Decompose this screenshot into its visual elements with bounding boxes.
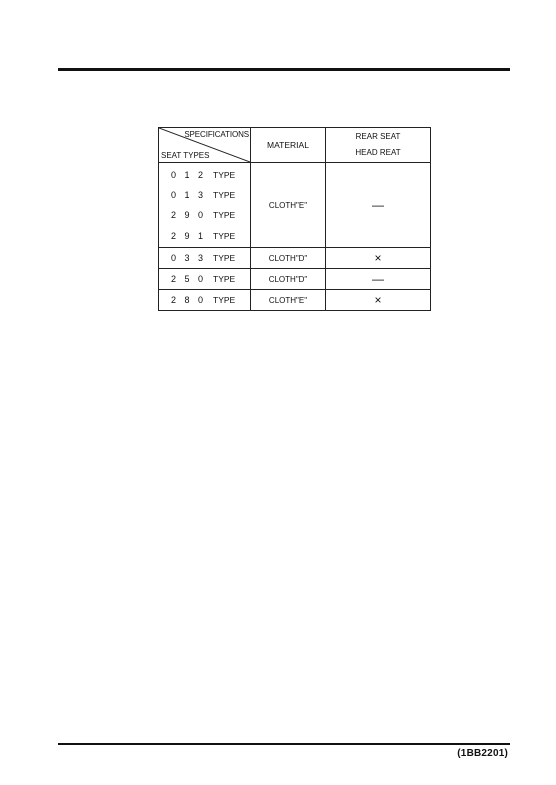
seat-type-cell (159, 205, 251, 225)
specifications-label: SPECIFICATIONS (184, 130, 249, 139)
seat-type-cell (159, 225, 251, 248)
rear-seat-label: REAR SEAT (355, 132, 401, 141)
seat-type-cell (159, 185, 251, 205)
seat-type-label: TYPE (213, 295, 236, 305)
seat-type-cell (159, 290, 251, 311)
seat-type-label: TYPE (213, 231, 236, 241)
material-header: MATERIAL (251, 128, 326, 163)
material-cell: CLOTH"D" (251, 269, 326, 290)
bottom-rule (58, 743, 510, 745)
material-cell: CLOTH"E" (251, 163, 326, 248)
rear-head-rest-cell: × (326, 248, 431, 269)
head-rest-label: HEAD REAT (355, 148, 401, 157)
material-cell: CLOTH"D" (251, 248, 326, 269)
seat-type-label: TYPE (213, 253, 236, 263)
material-cell: CLOTH"E" (251, 290, 326, 311)
diagonal-header-cell (159, 128, 251, 163)
seat-number: 0 3 3 (171, 253, 207, 263)
table-row (159, 269, 431, 290)
seat-types-label: SEAT TYPES (161, 151, 210, 160)
document-code: (1BB2201) (457, 748, 508, 759)
seat-spec-table (158, 127, 431, 311)
rear-head-rest-cell: × (326, 290, 431, 311)
seat-type-label: TYPE (213, 170, 236, 180)
top-rule (58, 68, 510, 71)
seat-number: 2 9 1 (171, 231, 207, 241)
rear-seat-head-rest-header (326, 128, 431, 163)
table-header-row (159, 128, 431, 163)
seat-type-label: TYPE (213, 190, 236, 200)
seat-number: 2 9 0 (171, 210, 207, 220)
seat-type-cell (159, 269, 251, 290)
table-row (159, 290, 431, 311)
seat-type-label: TYPE (213, 210, 236, 220)
seat-number: 2 5 0 (171, 274, 207, 284)
seat-number: 0 1 2 (171, 170, 207, 180)
seat-type-cell (159, 163, 251, 186)
rear-head-rest-cell: — (326, 163, 431, 248)
seat-number: 0 1 3 (171, 190, 207, 200)
seat-type-cell (159, 248, 251, 269)
rear-head-rest-cell: — (326, 269, 431, 290)
table-row (159, 248, 431, 269)
seat-type-label: TYPE (213, 274, 236, 284)
seat-number: 2 8 0 (171, 295, 207, 305)
table-row (159, 163, 431, 186)
